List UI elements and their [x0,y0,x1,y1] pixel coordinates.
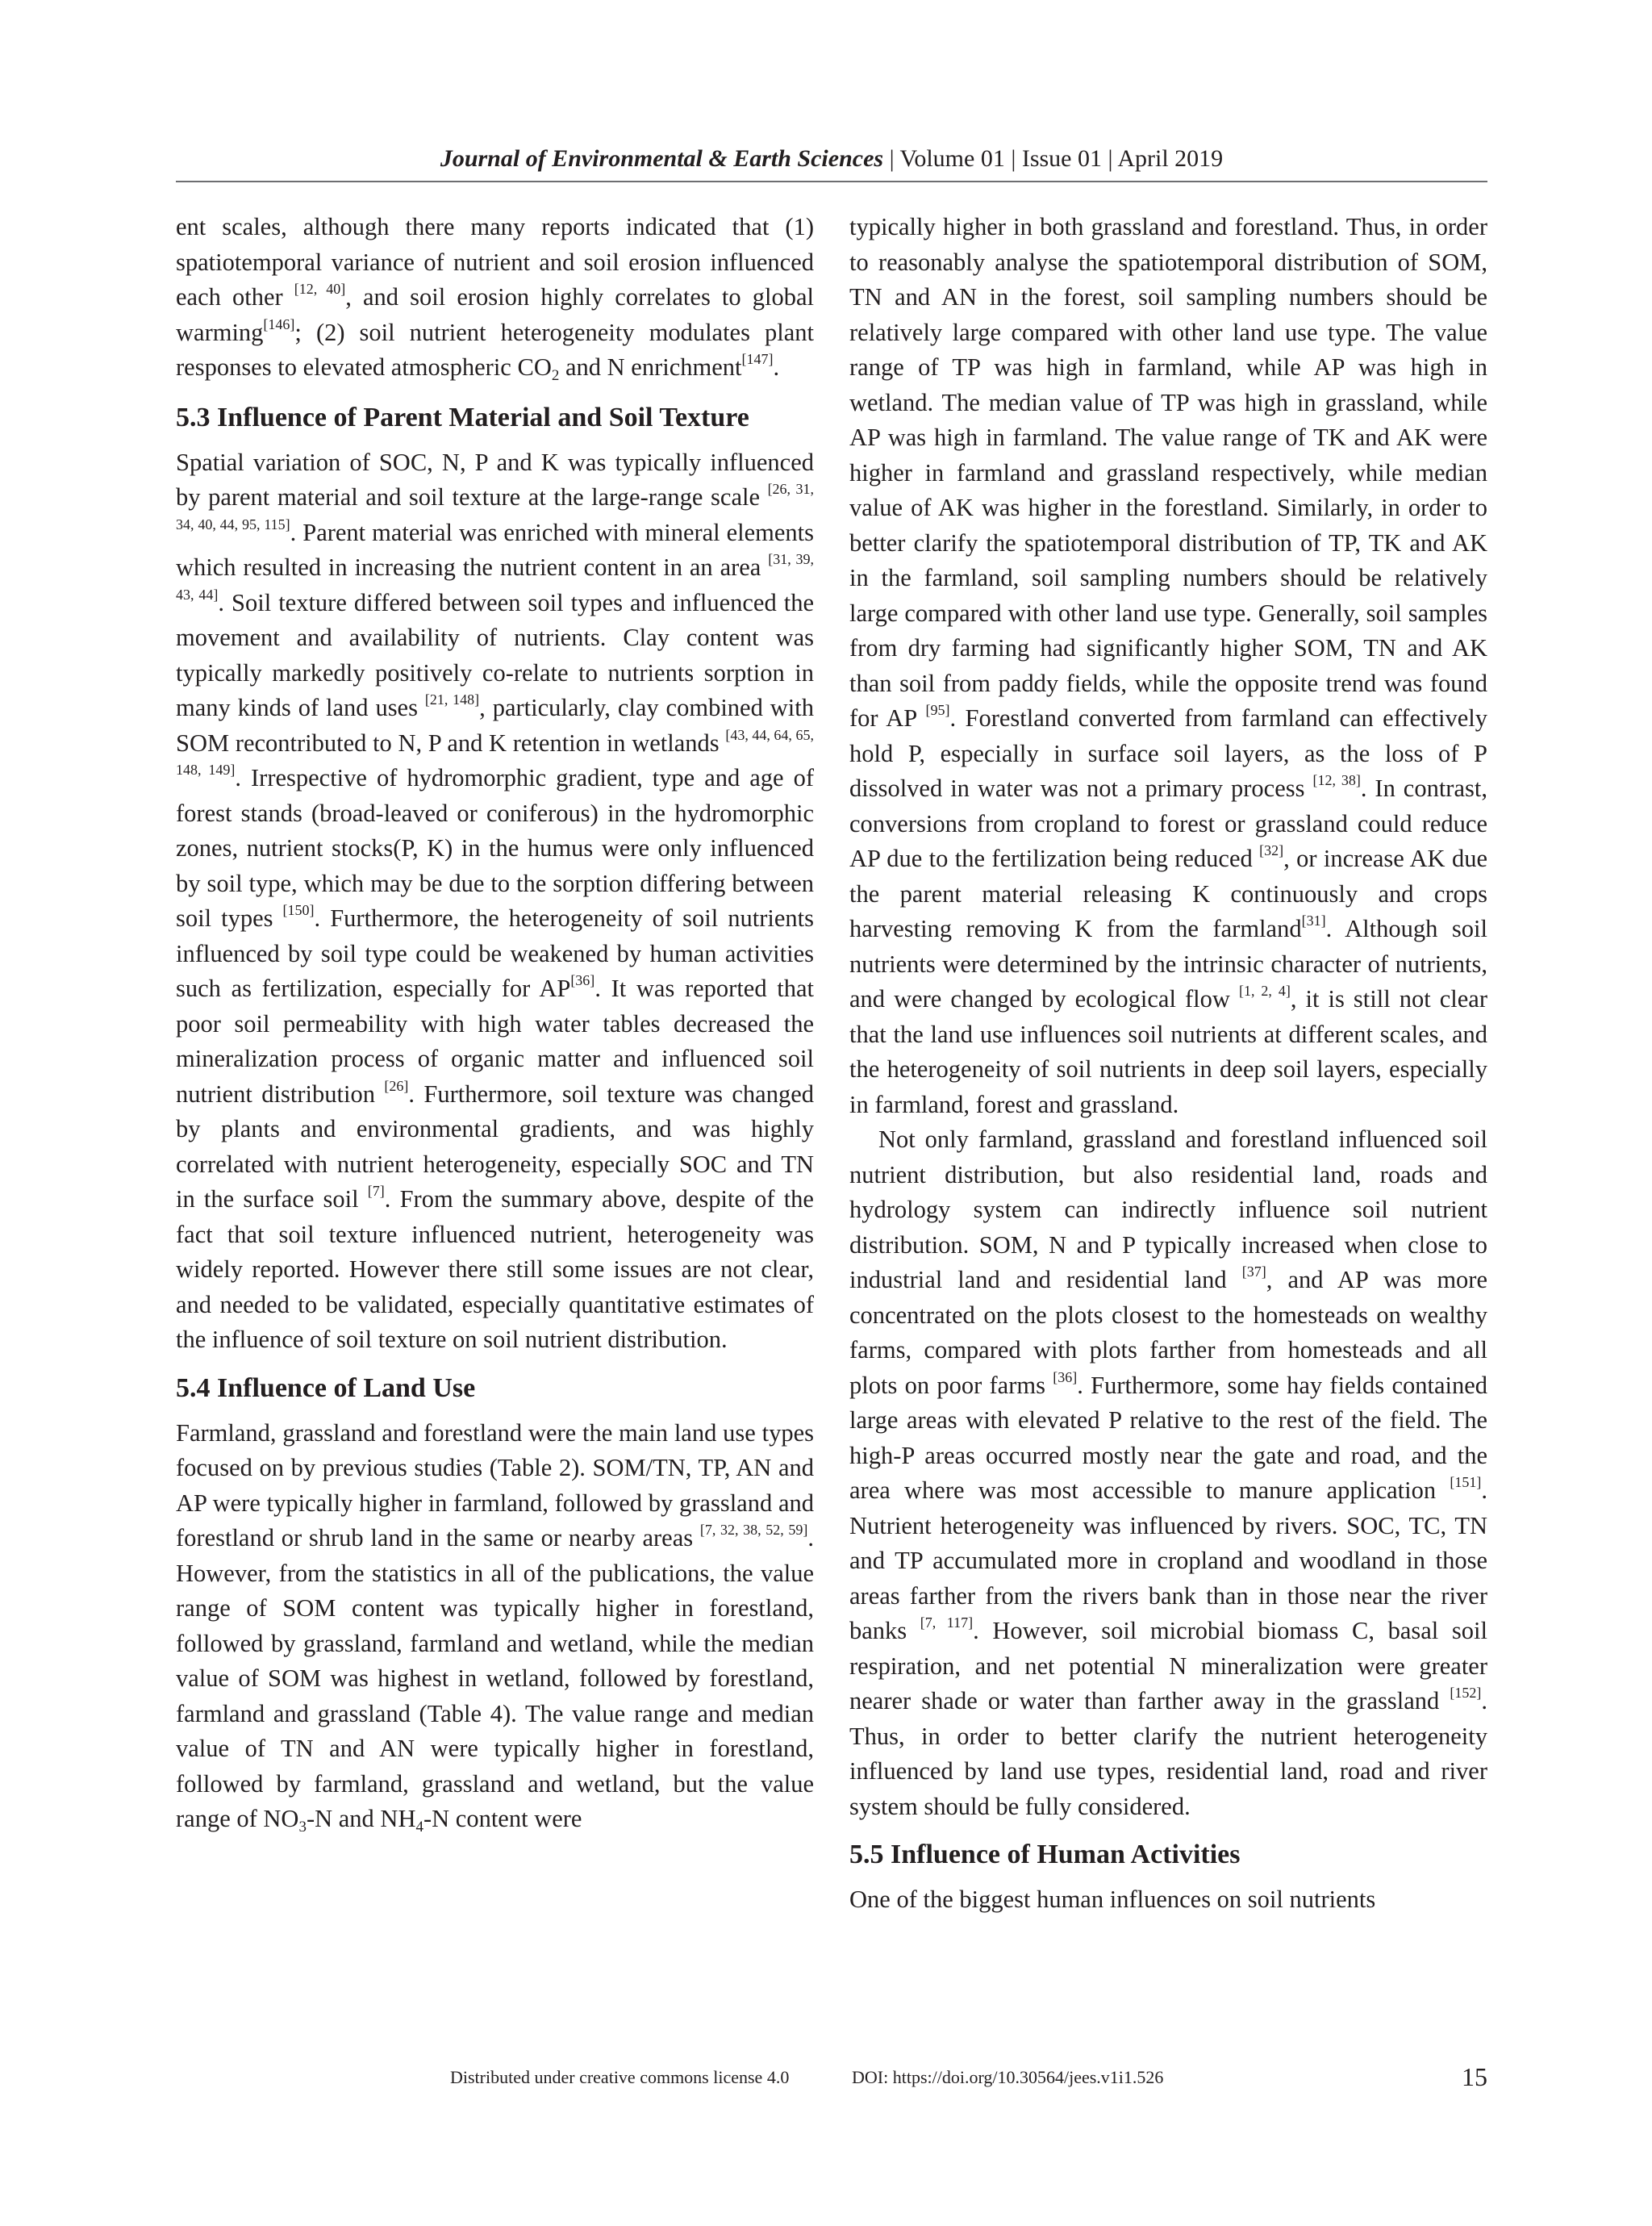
left-column [176,210,814,1837]
header-rule [176,181,1487,182]
citation: [146] [263,315,295,332]
running-header [176,144,1487,174]
subscript: 4 [415,1819,423,1836]
citation: [31, 39, 43, 44] [176,551,814,603]
subscript: 2 [551,367,560,384]
subscript: 3 [298,1819,307,1836]
citation: [37] [1241,1263,1266,1280]
section-heading-5-4: 5.4 Influence of Land Use [176,1372,476,1403]
section-heading-5-5: 5.5 Influence of Human Activities [849,1840,1241,1869]
citation: [7, 117] [920,1614,974,1631]
citation: [36] [1053,1368,1078,1385]
citation: [152] [1450,1685,1482,1701]
citation: [12, 40] [294,281,346,297]
paragraph-residential-roads-rivers: Not only farmland, grassland and forestland influenced soil nutrient distribution, but also residential land, roads and hydrology system can indirectly influence soil nutrient distribution. SOM, N and P typically increased when close to industrial land and residential land [37], and AP was more concentrated on the plots closest to the homesteads on wealthy farms, compared with plots farther from homesteads and all plots on poor farms [36]. Furthermore, some hay fields contained large areas with elevated P relative to the rest of the field. The high-P areas occurred mostly near the gate and road, and the area where was most accessible to manure application [151]. Nutrient heterogeneity was influenced by rivers. SOC, TC, TN and TP accumulated more in cropland and woodland in those areas farther from the rivers bank than in those near the river banks [7, 117]. However, soil microbial biomass C, basal soil respiration, and net potential N mineralization were greater nearer shade or water than farther away in the grassland [152]. Thus, in order to better clarify the nutrient heterogeneity influenced by land use types, residential land, road and river system should be fully considered. [849,1126,1488,1820]
citation: [26, 31, 34, 40, 44, 95, 115] [176,481,814,532]
paragraph-human-activities: One of the biggest human influences on soil nutrients [849,1886,1376,1913]
citation: [7] [367,1183,385,1199]
citation: [32] [1259,842,1284,858]
citation: [12, 38] [1312,772,1361,788]
citation: [7, 32, 38, 52, 59] [699,1522,808,1538]
footer-doi: DOI: https://doi.org/10.30564/jees.v1i1.526 [852,2067,1164,2087]
section-heading-5-3: 5.3 Influence of Parent Material and Soil Texture [176,402,749,432]
citation: [147] [741,351,774,367]
page-number: 15 [1462,2062,1487,2091]
paragraph-intro-continuation: ent scales, although there many reports indicated that (1) spatiotemporal variance of nutrient and soil erosion influenced each other [12, 40], and soil erosion highly correlates to global warming[146]; (2) soil nutrient heterogeneity modulates plant responses to elevated atmospheric $CO_2$ and N enrichment[147]. [176,213,814,384]
citation: [43, 44, 64, 65, 148, 149] [176,726,814,778]
citation: [151] [1450,1474,1482,1490]
paragraph-land-use: Farmland, grassland and forestland were the main land use types focused on by previous studies (Table 2). SOM/TN, TP, AN and AP were typically higher in farmland, followed by grassland and forestland or shrub land in the same or nearby areas [7, 32, 38, 52, 59]. However, from the statistics in all of the publications, the value range of SOM content was typically higher in forestland, followed by grassland, farmland and wetland, while the median value of SOM was highest in wetland, followed by forestland, farmland and grassland (Table 4). The value range and median value of TN and AN were typically higher in forestland, followed by farmland, grassland and wetland, but the value range of $NO_3-N$ and $NH_4-N$ content were [176,1418,814,1836]
paragraph-parent-material: Spatial variation of SOC, N, P and K was typically influenced by parent material and soil texture at the large-range scale [26, 31, 34, 40, 44, 95, 115]. Parent material was enriched with mineral elements which resulted in increasing the nutrient content in an area [31, 39, 43, 44]. Soil texture differed between soil types and influenced the movement and availability of nutrients. Clay content was typically markedly positively co-relate to nutrients sorption in many kinds of land uses [21, 148], particularly, clay combined with SOM recontributed to N, P and K retention in wetlands [43, 44, 64, 65, 148, 149]. Irrespective of hydromorphic gradient, type and age of forest stands (broad-leaved or coniferous) in the hydromorphic zones, nutrient stocks(P, K) in the humus were only influenced by soil type, which may be due to the sorption differing between soil types [150]. Furthermore, the heterogeneity of soil nutrients influenced by soil type could be weakened by human activities such as fertilization, especially for AP[36]. It was reported that poor soil permeability with high water tables decreased the mineralization process of organic matter and influenced soil nutrient distribution [26]. Furthermore, soil texture was changed by plants and environmental gradients, and was highly correlated with nutrient heterogeneity, especially SOC and TN in the surface soil [7]. From the summary above, despite of the fact that soil texture influenced nutrient, heterogeneity was widely reported. However there still some issues are not clear, and needed to be validated, especially quantitative estimates of the influence of soil texture on soil nutrient distribution. [176,448,815,1353]
footer-license: Distributed under creative commons license 4.0 [450,2067,790,2087]
citation: [1, 2, 4] [1238,983,1291,999]
citation: [95] [925,702,950,718]
citation: [21, 148] [424,691,480,708]
issue-info: | Volume 01 | Issue 01 | April 2019 [883,145,1224,172]
journal-name: Journal of Environmental & Earth Sciences [440,145,884,172]
citation: [31] [1301,913,1326,929]
right-column [849,210,1487,1918]
citation: [26] [384,1077,409,1094]
citation: [150] [282,902,315,918]
paragraph-land-use-continued: typically higher in both grassland and forestland. Thus, in order to reasonably analyse the spatiotemporal distribution of SOM, TN and AN in the forest, soil sampling numbers should be relatively large compared with other land use type. The value range of TP was high in farmland, while AP was high in wetland. The median value of TP was high in grassland, while AP was high in farmland. The value range of TK and AK were higher in farmland and grassland respectively, while median value of AK was higher in the forestland. Similarly, in order to better clarify the spatiotemporal distribution of TP, TK and AK in the farmland, soil sampling numbers should be relatively large compared with other land use type. Generally, soil samples from dry farming had significantly higher SOM, TN and AK than soil from paddy fields, while the opposite trend was found for AP [95]. Forestland converted from farmland can effectively hold P, especially in surface soil layers, as the loss of P dissolved in water was not a primary process [12, 38]. In contrast, conversions from cropland to forest or grassland could reduce AP due to the fertilization being reduced [32], or increase AK due the parent material releasing K continuously and crops harvesting removing K from the farmland[31]. Although soil nutrients were determined by the intrinsic character of nutrients, and were changed by ecological flow [1, 2, 4], it is still not clear that the land use influences soil nutrients at different scales, and the heterogeneity of soil nutrients in deep soil layers, especially in farmland, forest and grassland. [849,213,1487,1118]
citation: [36] [570,972,595,988]
